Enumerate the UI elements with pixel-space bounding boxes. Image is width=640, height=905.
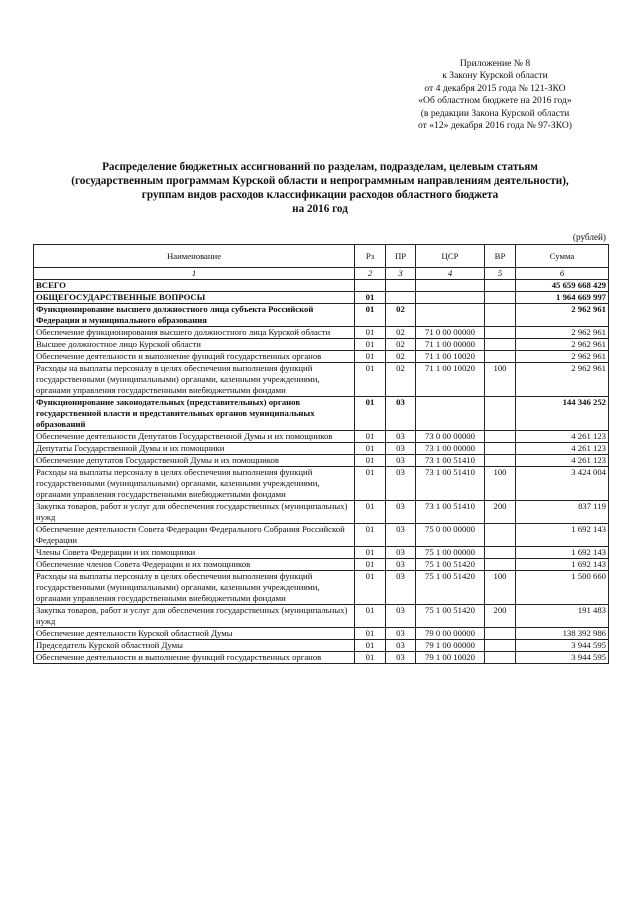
cell-pr bbox=[386, 292, 416, 304]
cell-pr: 03 bbox=[386, 605, 416, 628]
cell-rz: 01 bbox=[355, 339, 386, 351]
cell-vr bbox=[485, 304, 516, 327]
table-row bbox=[34, 640, 609, 652]
cell-name: Члены Совета Федерации и их помощники bbox=[34, 547, 355, 559]
cell-name: Обеспечение деятельности Совета Федерации Федерального Собрания Российской Федерации bbox=[34, 524, 355, 547]
cell-csr: 73 1 00 51410 bbox=[416, 501, 485, 524]
cell-csr: 79 1 00 10020 bbox=[416, 652, 485, 664]
cell-pr: 02 bbox=[386, 339, 416, 351]
table-row bbox=[34, 292, 609, 304]
cell-rz: 01 bbox=[355, 431, 386, 443]
cell-csr: 75 1 00 00000 bbox=[416, 547, 485, 559]
column-number: 3 bbox=[386, 268, 416, 280]
table-row bbox=[34, 363, 609, 397]
cell-csr bbox=[416, 304, 485, 327]
cell-pr: 03 bbox=[386, 455, 416, 467]
cell-sum: 1 692 143 bbox=[516, 547, 609, 559]
column-number: 4 bbox=[416, 268, 485, 280]
cell-csr: 79 0 00 00000 bbox=[416, 628, 485, 640]
header-csr: ЦСР bbox=[416, 245, 485, 268]
cell-vr bbox=[485, 431, 516, 443]
cell-name: Председатель Курской областной Думы bbox=[34, 640, 355, 652]
table-row bbox=[34, 443, 609, 455]
cell-rz: 01 bbox=[355, 363, 386, 397]
cell-name: Обеспечение деятельности Курской областной Думы bbox=[34, 628, 355, 640]
cell-sum: 1 500 660 bbox=[516, 571, 609, 605]
cell-vr: 100 bbox=[485, 363, 516, 397]
title-line: (государственным программам Курской области и непрограммным направлениям деятельности), bbox=[71, 175, 569, 187]
cell-pr: 03 bbox=[386, 431, 416, 443]
cell-pr: 03 bbox=[386, 547, 416, 559]
appendix-line: от 4 декабря 2015 года № 121-ЗКО bbox=[424, 82, 566, 94]
cell-sum: 4 261 123 bbox=[516, 455, 609, 467]
cell-name: Расходы на выплаты персоналу в целях обеспечения выполнения функций государственными (муниципальными) органами, казенными учреждениями, органами управления государственными внебюджетными фондами bbox=[34, 467, 355, 501]
cell-sum: 1 964 669 997 bbox=[516, 292, 609, 304]
cell-csr: 71 1 00 10020 bbox=[416, 363, 485, 397]
cell-pr: 02 bbox=[386, 304, 416, 327]
cell-name: Обеспечение членов Совета Федерации и их помощников bbox=[34, 559, 355, 571]
cell-name: Функционирование законодательных (представительных) органов государственной власти и представительных органов муниципальных образований bbox=[34, 397, 355, 431]
cell-rz: 01 bbox=[355, 304, 386, 327]
cell-rz: 01 bbox=[355, 547, 386, 559]
cell-name: Обеспечение деятельности Депутатов Государственной Думы и их помощников bbox=[34, 431, 355, 443]
column-number: 5 bbox=[485, 268, 516, 280]
cell-name: Обеспечение функционирования высшего должностного лица Курской области bbox=[34, 327, 355, 339]
table-row bbox=[34, 652, 609, 664]
cell-rz: 01 bbox=[355, 571, 386, 605]
cell-vr bbox=[485, 443, 516, 455]
cell-vr bbox=[485, 397, 516, 431]
cell-name: Обеспечение деятельности и выполнение функций государственных органов bbox=[34, 351, 355, 363]
cell-vr bbox=[485, 652, 516, 664]
document-title bbox=[30, 160, 610, 216]
cell-rz: 01 bbox=[355, 501, 386, 524]
table-row bbox=[34, 339, 609, 351]
cell-pr: 02 bbox=[386, 327, 416, 339]
cell-vr: 100 bbox=[485, 571, 516, 605]
cell-vr bbox=[485, 547, 516, 559]
cell-csr: 75 1 00 51420 bbox=[416, 571, 485, 605]
cell-sum: 1 692 143 bbox=[516, 559, 609, 571]
cell-vr: 200 bbox=[485, 605, 516, 628]
table-body bbox=[34, 280, 609, 664]
cell-rz: 01 bbox=[355, 397, 386, 431]
cell-sum: 3 944 595 bbox=[516, 640, 609, 652]
cell-name: Расходы на выплаты персоналу в целях обеспечения выполнения функций государственными (муниципальными) органами, казенными учреждениями, органами управления государственными внебюджетными фондами bbox=[34, 571, 355, 605]
cell-sum: 2 962 961 bbox=[516, 327, 609, 339]
title-line: группам видов расходов классификации расходов областного бюджета bbox=[141, 189, 499, 201]
cell-pr: 03 bbox=[386, 559, 416, 571]
table-row bbox=[34, 455, 609, 467]
appendix-line: Приложение № 8 bbox=[459, 58, 531, 69]
cell-csr bbox=[416, 397, 485, 431]
cell-sum: 4 261 123 bbox=[516, 443, 609, 455]
appendix-header bbox=[380, 58, 610, 132]
cell-rz: 01 bbox=[355, 640, 386, 652]
cell-vr bbox=[485, 640, 516, 652]
cell-name: Расходы на выплаты персоналу в целях обеспечения выполнения функций государственными (муниципальными) органами, казенными учреждениями, органами управления государственными внебюджетными фондами bbox=[34, 363, 355, 397]
cell-csr: 75 0 00 00000 bbox=[416, 524, 485, 547]
table-row bbox=[34, 280, 609, 292]
cell-csr bbox=[416, 280, 485, 292]
cell-csr: 79 1 00 00000 bbox=[416, 640, 485, 652]
table-row bbox=[34, 605, 609, 628]
appendix-line: от «12» декабря 2016 года № 97-ЗКО) bbox=[417, 120, 573, 132]
cell-sum: 45 659 668 429 bbox=[516, 280, 609, 292]
cell-sum: 191 483 bbox=[516, 605, 609, 628]
cell-csr: 75 1 00 51420 bbox=[416, 605, 485, 628]
cell-csr: 73 1 00 51410 bbox=[416, 467, 485, 501]
cell-csr: 71 0 00 00000 bbox=[416, 327, 485, 339]
cell-vr bbox=[485, 524, 516, 547]
table-row bbox=[34, 501, 609, 524]
cell-sum: 144 346 252 bbox=[516, 397, 609, 431]
cell-sum: 1 692 143 bbox=[516, 524, 609, 547]
cell-vr bbox=[485, 280, 516, 292]
cell-pr bbox=[386, 280, 416, 292]
column-number: 6 bbox=[516, 268, 609, 280]
cell-pr: 03 bbox=[386, 628, 416, 640]
cell-rz: 01 bbox=[355, 652, 386, 664]
cell-name: Высшее должностное лицо Курской области bbox=[34, 339, 355, 351]
cell-rz: 01 bbox=[355, 628, 386, 640]
column-number: 1 bbox=[34, 268, 355, 280]
appendix-line: (в редакции Закона Курской области bbox=[420, 107, 570, 119]
table-row bbox=[34, 397, 609, 431]
cell-csr: 73 0 00 00000 bbox=[416, 431, 485, 443]
cell-vr bbox=[485, 327, 516, 339]
cell-vr bbox=[485, 559, 516, 571]
cell-name: Закупка товаров, работ и услуг для обеспечения государственных (муниципальных) нужд bbox=[34, 501, 355, 524]
cell-pr: 03 bbox=[386, 443, 416, 455]
title-line: на 2016 год bbox=[292, 203, 348, 215]
budget-table bbox=[33, 244, 609, 664]
cell-rz: 01 bbox=[355, 292, 386, 304]
cell-pr: 03 bbox=[386, 467, 416, 501]
table-row bbox=[34, 351, 609, 363]
cell-pr: 02 bbox=[386, 351, 416, 363]
cell-sum: 2 962 961 bbox=[516, 339, 609, 351]
cell-name: Функционирование высшего должностного лица субъекта Российской Федерации и муниципального образования bbox=[34, 304, 355, 327]
cell-csr: 71 1 00 10020 bbox=[416, 351, 485, 363]
cell-sum: 4 261 123 bbox=[516, 431, 609, 443]
cell-sum: 2 962 961 bbox=[516, 351, 609, 363]
table-row bbox=[34, 467, 609, 501]
cell-pr: 03 bbox=[386, 571, 416, 605]
cell-rz: 01 bbox=[355, 559, 386, 571]
table-row bbox=[34, 431, 609, 443]
cell-csr: 73 1 00 51410 bbox=[416, 455, 485, 467]
header-name: Наименование bbox=[34, 245, 355, 268]
cell-vr bbox=[485, 339, 516, 351]
cell-sum: 3 424 004 bbox=[516, 467, 609, 501]
cell-pr: 03 bbox=[386, 652, 416, 664]
table-row bbox=[34, 327, 609, 339]
cell-vr: 200 bbox=[485, 501, 516, 524]
column-number-row bbox=[34, 268, 609, 280]
cell-rz bbox=[355, 280, 386, 292]
table-row bbox=[34, 304, 609, 327]
table-header-row bbox=[34, 245, 609, 268]
cell-pr: 02 bbox=[386, 363, 416, 397]
cell-rz: 01 bbox=[355, 524, 386, 547]
cell-vr bbox=[485, 292, 516, 304]
cell-name: ВСЕГО bbox=[34, 280, 355, 292]
units-label: (рублей) bbox=[572, 232, 606, 242]
table-row bbox=[34, 547, 609, 559]
table-row bbox=[34, 559, 609, 571]
cell-name: Обеспечение деятельности и выполнение функций государственных органов bbox=[34, 652, 355, 664]
cell-pr: 03 bbox=[386, 501, 416, 524]
cell-sum: 3 944 595 bbox=[516, 652, 609, 664]
header-rz: Рз bbox=[355, 245, 386, 268]
header-vr: ВР bbox=[485, 245, 516, 268]
appendix-line: «Об областном бюджете на 2016 год» bbox=[418, 95, 572, 107]
cell-rz: 01 bbox=[355, 605, 386, 628]
cell-name: Закупка товаров, работ и услуг для обеспечения государственных (муниципальных) нужд bbox=[34, 605, 355, 628]
cell-sum: 138 392 986 bbox=[516, 628, 609, 640]
table-row bbox=[34, 571, 609, 605]
column-number: 2 bbox=[355, 268, 386, 280]
cell-name: ОБЩЕГОСУДАРСТВЕННЫЕ ВОПРОСЫ bbox=[34, 292, 355, 304]
table-row bbox=[34, 524, 609, 547]
cell-csr: 71 1 00 00000 bbox=[416, 339, 485, 351]
table-row bbox=[34, 628, 609, 640]
cell-sum: 837 119 bbox=[516, 501, 609, 524]
appendix-line: к Закону Курской области bbox=[442, 70, 548, 82]
header-pr: ПР bbox=[386, 245, 416, 268]
cell-csr: 75 1 00 51420 bbox=[416, 559, 485, 571]
cell-pr: 03 bbox=[386, 524, 416, 547]
cell-rz: 01 bbox=[355, 467, 386, 501]
cell-rz: 01 bbox=[355, 443, 386, 455]
cell-sum: 2 962 961 bbox=[516, 363, 609, 397]
cell-pr: 03 bbox=[386, 640, 416, 652]
cell-pr: 03 bbox=[386, 397, 416, 431]
cell-name: Обеспечение депутатов Государственной Думы и их помощников bbox=[34, 455, 355, 467]
title-line: Распределение бюджетных ассигнований по разделам, подразделам, целевым статьям bbox=[102, 161, 538, 173]
cell-csr bbox=[416, 292, 485, 304]
cell-rz: 01 bbox=[355, 351, 386, 363]
header-sum: Сумма bbox=[516, 245, 609, 268]
cell-vr bbox=[485, 628, 516, 640]
cell-vr bbox=[485, 351, 516, 363]
cell-rz: 01 bbox=[355, 327, 386, 339]
cell-name: Депутаты Государственной Думы и их помощники bbox=[34, 443, 355, 455]
cell-rz: 01 bbox=[355, 455, 386, 467]
cell-vr bbox=[485, 455, 516, 467]
cell-vr: 100 bbox=[485, 467, 516, 501]
cell-sum: 2 962 961 bbox=[516, 304, 609, 327]
cell-csr: 73 1 00 00000 bbox=[416, 443, 485, 455]
